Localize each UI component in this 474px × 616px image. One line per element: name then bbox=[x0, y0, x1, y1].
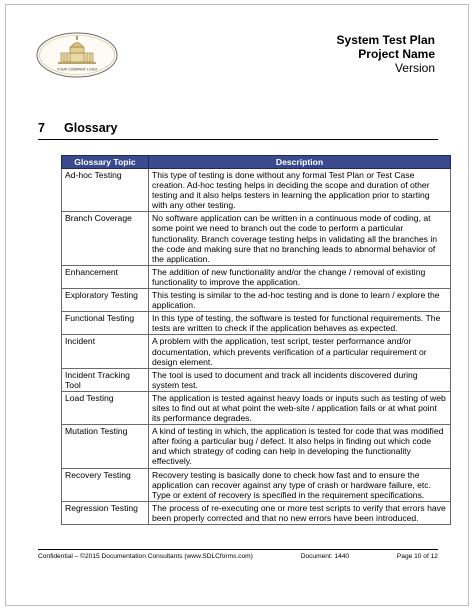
glossary-description: This type of testing is done without any formal Test Plan or Test Case creation. Ad-hoc testing helps in deciding the scope and duration of other testing and it also helps testers in learning the application prior to starting with any other testing. bbox=[149, 169, 451, 212]
glossary-description: The addition of new functionality and/or the change / removal of existing functionality to improve the application. bbox=[149, 265, 451, 288]
document-page bbox=[5, 4, 469, 606]
table-row bbox=[62, 391, 451, 424]
glossary-term: Exploratory Testing bbox=[62, 289, 149, 312]
glossary-description: This testing is similar to the ad-hoc testing and is done to learn / explore the application. bbox=[149, 289, 451, 312]
table-row bbox=[62, 265, 451, 288]
glossary-description: A kind of testing in which, the application is tested for code that was modified after fixing a particular bug / defect. It also helps in finding out which code and which strategy of coding can help in developing the functionality effectively. bbox=[149, 425, 451, 468]
glossary-term: Branch Coverage bbox=[62, 212, 149, 265]
section-number: 7 bbox=[38, 121, 45, 135]
table-row bbox=[62, 289, 451, 312]
glossary-description: In this type of testing, the software is tested for functional requirements. The tests are written to check if the application behaves as expected. bbox=[149, 312, 451, 335]
table-row bbox=[62, 501, 451, 524]
section-title: Glossary bbox=[64, 121, 118, 135]
table-row bbox=[62, 169, 451, 212]
table-row bbox=[62, 368, 451, 391]
glossary-term: Regression Testing bbox=[62, 501, 149, 524]
glossary-description: The tool is used to document and track all incidents discovered during system test. bbox=[149, 368, 451, 391]
glossary-description: A problem with the application, test script, tester performance and/or documentation, which prevents verification of a particular requirement or design element. bbox=[149, 335, 451, 368]
glossary-term: Incident Tracking Tool bbox=[62, 368, 149, 391]
column-header-description: Description bbox=[149, 156, 451, 169]
table-row bbox=[62, 425, 451, 468]
glossary-term: Recovery Testing bbox=[62, 468, 149, 501]
footer-confidential: Confidential – ©2015 Documentation Consultants (www.SDLCforms.com) bbox=[38, 553, 253, 560]
glossary-term: Mutation Testing bbox=[62, 425, 149, 468]
section-heading bbox=[38, 121, 118, 135]
document-title: System Test Plan bbox=[336, 33, 435, 47]
section-divider bbox=[38, 139, 438, 140]
logo-text: YOUR COMPANY LOGO bbox=[56, 67, 98, 72]
footer-divider bbox=[38, 549, 438, 550]
project-name: Project Name bbox=[358, 47, 435, 61]
glossary-term: Ad-hoc Testing bbox=[62, 169, 149, 212]
glossary-term: Functional Testing bbox=[62, 312, 149, 335]
footer-page-number: Page 10 of 12 bbox=[396, 553, 438, 560]
glossary-term: Enhancement bbox=[62, 265, 149, 288]
glossary-table bbox=[61, 155, 451, 525]
footer-document-number: Document: 1440 bbox=[300, 553, 350, 560]
glossary-description: Recovery testing is basically done to check how fast and to ensure the application can recover against any type of crash or hardware failure, etc. Type or extent of recovery is specified in the requirement specifications. bbox=[149, 468, 451, 501]
table-row bbox=[62, 312, 451, 335]
table-header-row bbox=[62, 156, 451, 169]
glossary-term: Load Testing bbox=[62, 391, 149, 424]
version-label: Version bbox=[394, 61, 435, 75]
table-row bbox=[62, 212, 451, 265]
company-logo bbox=[36, 31, 118, 79]
table-row bbox=[62, 468, 451, 501]
glossary-description: The process of re-executing one or more test scripts to verify that errors have been properly corrected and that no new errors have been introduced. bbox=[149, 501, 451, 524]
glossary-description: The application is tested against heavy loads or inputs such as testing of web sites to find out at what point the web-site / application fails or at what point its performance degrades. bbox=[149, 391, 451, 424]
glossary-term: Incident bbox=[62, 335, 149, 368]
document-footer bbox=[38, 553, 438, 560]
document-header bbox=[337, 33, 435, 75]
glossary-description: No software application can be written in a continuous mode of coding, at some point we need to branch out the code to perform a particular functionality. Branch coverage testing helps in validating all the branches in the code and making sure that no branching leads to abnormal behavior of the application. bbox=[149, 212, 451, 265]
table-row bbox=[62, 335, 451, 368]
column-header-topic: Glossary Topic bbox=[62, 156, 149, 169]
